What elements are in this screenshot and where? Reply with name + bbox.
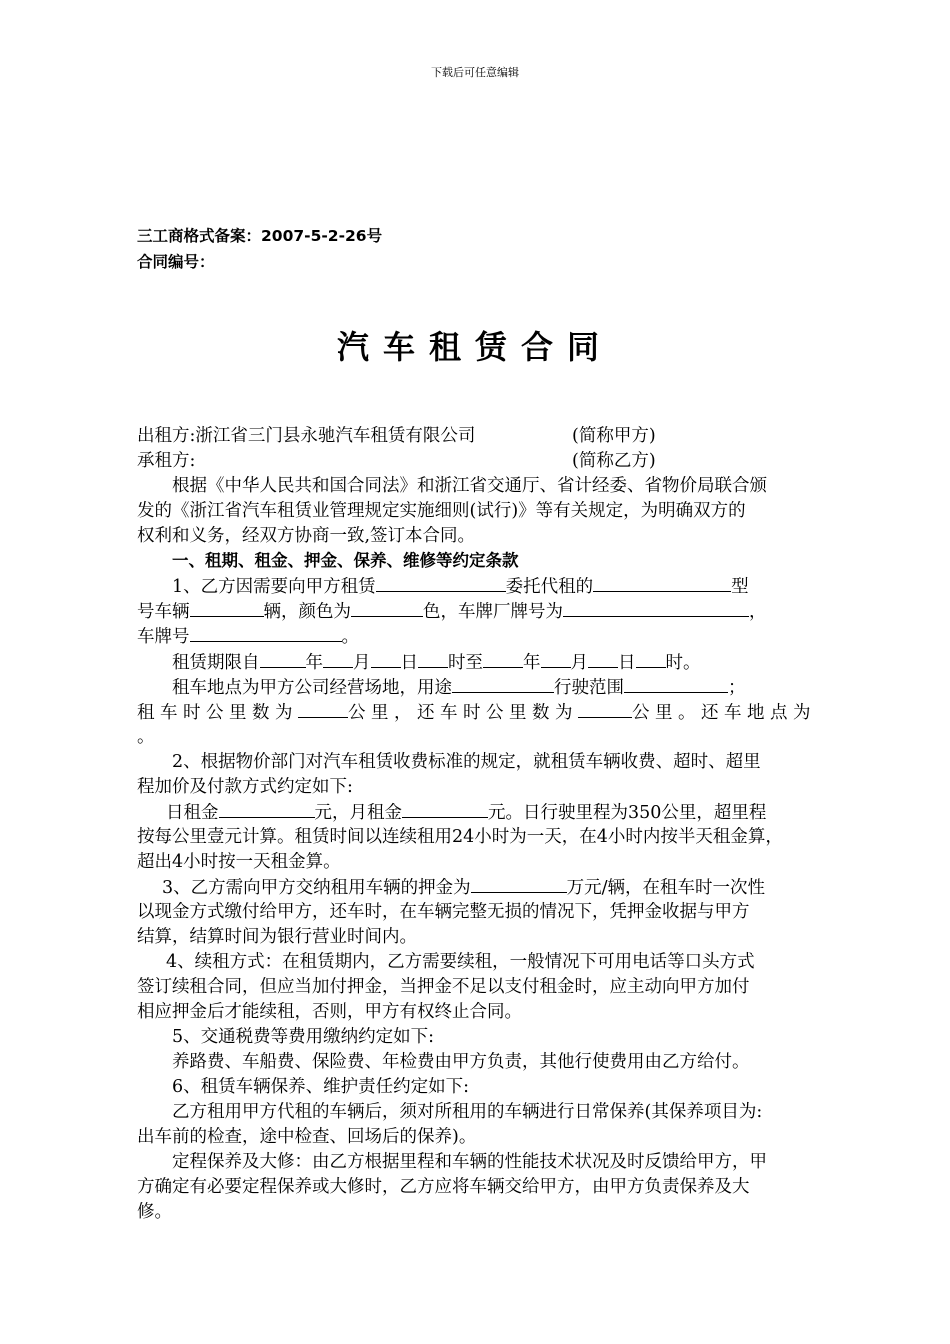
- lessor-tag: (简称甲方): [572, 426, 656, 446]
- clause-text: ；: [728, 678, 746, 698]
- clause-text: 。: [341, 627, 359, 647]
- clause-6-line: 出车前的检查，途中检查、回场后的保养)。: [137, 1127, 477, 1147]
- clause-text: 日: [400, 653, 418, 673]
- clause-1-line-f: [137, 700, 837, 725]
- blank-field-plate[interactable]: [190, 624, 342, 642]
- clause-text: 公里。还车地点为: [632, 703, 816, 723]
- clause-text: 月: [570, 653, 588, 673]
- clause-text: 年: [305, 653, 323, 673]
- blank-field-start-km[interactable]: [298, 700, 348, 718]
- blank-field-deposit[interactable]: [471, 875, 567, 893]
- clause-text: 3、乙方需向甲方交纳租用车辆的押金为: [162, 878, 471, 898]
- clause-text: 1、乙方因需要向甲方租赁: [172, 577, 376, 597]
- blank-field-end-hour[interactable]: [636, 650, 666, 668]
- clause-3-line: 以现金方式缴付给甲方，还车时，在车辆完整无损的情况下，凭押金收据与甲方: [137, 902, 750, 922]
- clause-2-line: 按每公里壹元计算。租赁时间以连续租用24小时为一天，在4小时内按半天租金算，: [137, 827, 783, 847]
- blank-field-range[interactable]: [624, 675, 728, 693]
- clause-text: 日: [618, 653, 636, 673]
- clause-text: 年: [523, 653, 541, 673]
- contract-number-label: 合同编号：: [137, 253, 215, 271]
- blank-field-color[interactable]: [351, 599, 423, 617]
- lessee-tag: (简称乙方): [572, 451, 656, 471]
- blank-field-start-year[interactable]: [260, 650, 306, 668]
- clause-1-line-e: [172, 675, 872, 700]
- clause-5-line: 5、交通税费等费用缴纳约定如下:: [172, 1027, 435, 1047]
- header-note: 下载后可任意编辑: [431, 66, 519, 79]
- clause-6-line: 定程保养及大修：由乙方根据里程和车辆的性能技术状况及时反馈给甲方，甲: [172, 1152, 767, 1172]
- clause-text: 色，车牌厂牌号为: [423, 602, 563, 622]
- filing-record: 三工商格式备案：2007-5-2-26号: [137, 227, 383, 245]
- clause-text: 万元/辆，在租车时一次性: [566, 878, 766, 898]
- clause-1-line-a: [172, 574, 872, 599]
- clause-2-line: 2、根据物价部门对汽车租赁收费标准的规定，就租赁车辆收费、超时、超里: [172, 752, 761, 772]
- blank-field-start-day[interactable]: [371, 650, 401, 668]
- intro-line: 权利和义务，经双方协商一致,签订本合同。: [137, 526, 476, 546]
- intro-line: 根据《中华人民共和国合同法》和浙江省交通厅、省计经委、省物价局联合颁: [172, 476, 767, 496]
- clause-1-line-d: [172, 650, 872, 675]
- blank-field-end-day[interactable]: [588, 650, 618, 668]
- clause-4-line: 4、续租方式：在租赁期内，乙方需要续租，一般情况下可用电话等口头方式: [166, 952, 755, 972]
- clause-text: 时。: [665, 653, 701, 673]
- clause-text: 时至: [448, 653, 483, 673]
- clause-4-line: 相应押金后才能续租，否则，甲方有权终止合同。: [137, 1002, 522, 1022]
- clause-2-line: 超出4小时按一天租金算。: [137, 852, 341, 872]
- clause-6-line: 方确定有必要定程保养或大修时，乙方应将车辆交给甲方，由甲方负责保养及大: [137, 1177, 750, 1197]
- blank-field-end-month[interactable]: [541, 650, 571, 668]
- clause-3-line: 结算，结算时间为银行营业时间内。: [137, 927, 417, 947]
- clause-text: 租车时公里数为: [137, 703, 298, 723]
- clause-6-line: 乙方租用甲方代租的车辆后，须对所租用的车辆进行日常保养(其保养项目为:: [172, 1102, 763, 1122]
- clause-text: 型: [731, 577, 749, 597]
- clause-text: 租车地点为甲方公司经营场地，用途: [172, 678, 452, 698]
- blank-field-vehicle-count[interactable]: [190, 599, 264, 617]
- clause-4-line: 签订续租合同，但应当加付押金，当押金不足以支付租金时，应主动向甲方加付: [137, 977, 750, 997]
- blank-field-lessor[interactable]: [376, 574, 506, 592]
- clause-3-line-a: [162, 875, 862, 900]
- clause-text: 月: [353, 653, 371, 673]
- clause-text: 元，月租金: [314, 803, 402, 823]
- clause-1-line-g: 。: [137, 727, 155, 747]
- blank-field-start-hour[interactable]: [418, 650, 448, 668]
- blank-field-start-month[interactable]: [323, 650, 353, 668]
- clause-1-line-b: [137, 599, 837, 624]
- clause-text: 元。日行驶里程为350公里，超里程: [488, 803, 767, 823]
- clause-2-rent-line: [166, 800, 866, 825]
- clause-text: 行驶范围: [554, 678, 624, 698]
- blank-field-monthly-rent[interactable]: [402, 800, 488, 818]
- clause-text: 公里，还车时公里数为: [348, 703, 578, 723]
- clause-5-line: 养路费、车船费、保险费、年检费由甲方负责，其他行使费用由乙方给付。: [172, 1052, 750, 1072]
- blank-field-model[interactable]: [593, 574, 731, 592]
- section-1-heading: 一、租期、租金、押金、保养、维修等约定条款: [172, 551, 519, 570]
- intro-line: 发的《浙江省汽车租赁业管理规定实施细则(试行)》等有关规定，为明确双方的: [137, 501, 746, 521]
- clause-text: 号车辆: [137, 602, 190, 622]
- clause-text: 辆，颜色为: [263, 602, 351, 622]
- lessee-line: 承租方:: [137, 451, 196, 471]
- clause-text: 租赁期限自: [172, 653, 260, 673]
- blank-field-purpose[interactable]: [452, 675, 554, 693]
- blank-field-end-year[interactable]: [483, 650, 523, 668]
- clause-6-line: 6、租赁车辆保养、维护责任约定如下:: [172, 1077, 470, 1097]
- blank-field-brand[interactable]: [563, 599, 749, 617]
- clause-2-line: 程加价及付款方式约定如下:: [137, 777, 353, 797]
- clause-6-line: 修。: [137, 1202, 172, 1222]
- clause-text: ，: [749, 602, 767, 622]
- clause-1-line-c: [137, 624, 837, 649]
- document-title: 汽车租赁合同: [336, 328, 613, 366]
- clause-text: 车牌号: [137, 627, 190, 647]
- lessor-line: 出租方:浙江省三门县永驰汽车租赁有限公司: [137, 426, 476, 446]
- clause-text: 委托代租的: [505, 577, 594, 597]
- blank-field-end-km[interactable]: [578, 700, 632, 718]
- clause-text: 日租金: [166, 803, 219, 823]
- blank-field-daily-rent[interactable]: [219, 800, 315, 818]
